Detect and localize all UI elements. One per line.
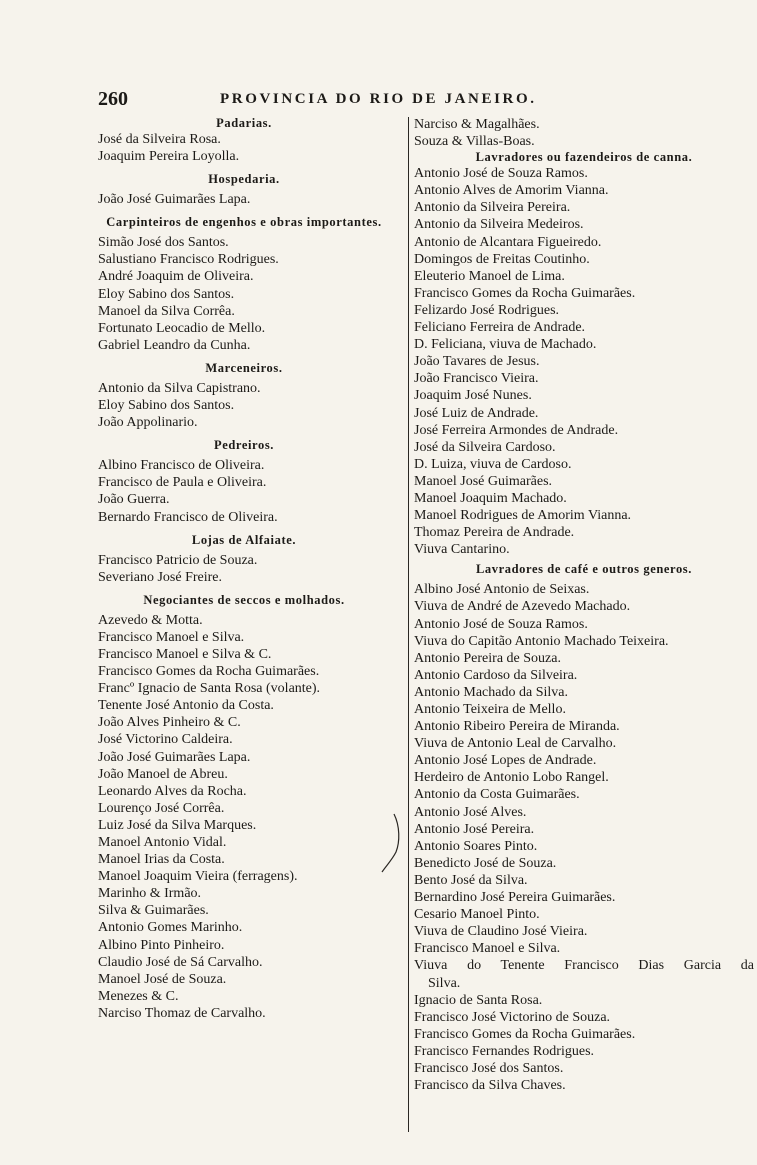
- section-title: Lavradores ou fazendeiros de canna.: [475, 150, 693, 165]
- column-divider: [408, 117, 409, 1132]
- list-item: D. Feliciana, viuva de Machado.: [414, 337, 597, 353]
- list-item: Albino José Antonio de Seixas.: [414, 582, 590, 598]
- list-item: Francº Ignacio de Santa Rosa (volante).: [98, 681, 321, 697]
- list-item: Joaquim Pereira Loyolla.: [98, 149, 240, 165]
- list-item: João Appolinario.: [98, 415, 198, 431]
- list-item: João Francisco Vieira.: [414, 371, 539, 387]
- list-item: Francisco Manoel e Silva & C.: [98, 646, 272, 662]
- list-item: Luiz José da Silva Marques.: [98, 817, 257, 833]
- list-item: Francisco Manoel e Silva.: [98, 629, 245, 645]
- list-item: Antonio Pereira de Souza.: [414, 650, 561, 666]
- list-item: Simão José dos Santos.: [98, 235, 229, 251]
- right-column: [414, 116, 754, 1094]
- list-item: Francisco José Victorino de Souza.: [414, 1009, 611, 1025]
- list-item: Antonio Alves de Amorim Vianna.: [414, 183, 609, 199]
- list-item: Manoel José Guimarães.: [414, 473, 553, 489]
- list-item: Francisco Gomes da Rocha Guimarães.: [414, 285, 636, 301]
- list-item: Antonio da Silveira Medeiros.: [414, 217, 584, 233]
- list-item: Souza & Villas-Boas.: [414, 134, 535, 150]
- list-item: Viuva de Claudino José Vieira.: [414, 924, 588, 940]
- list-item: Manoel José de Souza.: [98, 971, 227, 987]
- list-item: Viuva de Antonio Leal de Carvalho.: [414, 736, 617, 752]
- list-item: Narciso Thomaz de Carvalho.: [98, 1005, 266, 1021]
- list-item: José Victorino Caldeira.: [98, 732, 233, 748]
- list-item-continuation: Silva.: [428, 975, 461, 991]
- section-title: Padarias.: [216, 116, 272, 130]
- list-item: João José Guimarães Lapa.: [98, 192, 251, 208]
- section-title: Negociantes de seccos e molhados.: [143, 592, 345, 607]
- list-item: Bento José da Silva.: [414, 872, 528, 888]
- list-item: Antonio Ribeiro Pereira de Miranda.: [414, 719, 620, 735]
- section-title: Pedreiros.: [213, 438, 275, 453]
- left-column: [98, 116, 390, 1022]
- list-item: Eleuterio Manoel de Lima.: [414, 268, 565, 284]
- margin-bracket-mark: [380, 812, 404, 874]
- list-item: José Ferreira Armondes de Andrade.: [414, 422, 619, 438]
- list-item: Francisco de Paula e Oliveira.: [98, 475, 267, 491]
- page-header: [98, 88, 608, 110]
- list-item: Benedicto José de Souza.: [414, 855, 557, 871]
- list-item: Menezes & C.: [98, 988, 179, 1004]
- list-item: Antonio Gomes Marinho.: [98, 920, 243, 936]
- list-item: João Guerra.: [98, 492, 170, 508]
- list-item: Manoel da Silva Corrêa.: [98, 303, 235, 319]
- list-item: Thomaz Pereira de Andrade.: [414, 525, 575, 541]
- list-item: Francisco Patricio de Souza.: [98, 552, 258, 568]
- list-item: Antonio de Alcantara Figueiredo.: [414, 234, 602, 250]
- list-item: Antonio José Alves.: [414, 804, 527, 820]
- list-item: João Alves Pinheiro & C.: [98, 715, 241, 731]
- list-item: Bernardino José Pereira Guimarães.: [414, 890, 616, 906]
- list-item: Francisco Manoel e Silva.: [414, 941, 561, 957]
- list-item: Marinho & Irmão.: [98, 886, 202, 902]
- list-item: Antonio José de Souza Ramos.: [414, 166, 588, 182]
- list-item: Albino Francisco de Oliveira.: [98, 458, 265, 474]
- list-item: Joaquim José Nunes.: [414, 388, 532, 404]
- list-item: Ignacio de Santa Rosa.: [414, 992, 543, 1008]
- list-item: Francisco José dos Santos.: [414, 1060, 564, 1076]
- list-item: Bernardo Francisco de Oliveira.: [98, 509, 278, 525]
- list-item: Feliciano Ferreira de Andrade.: [414, 320, 586, 336]
- section-title: Hospedaria.: [208, 172, 280, 187]
- list-item: Lourenço José Corrêa.: [98, 800, 225, 816]
- list-item: Fortunato Leocadio de Mello.: [98, 320, 266, 336]
- list-item: João Manoel de Abreu.: [98, 766, 228, 782]
- list-item: José da Silveira Rosa.: [98, 132, 221, 147]
- list-item: Francisco Gomes da Rocha Guimarães.: [414, 1026, 636, 1042]
- list-item: Antonio José de Souza Ramos.: [414, 616, 588, 632]
- list-item: Viuva do Tenente Francisco Dias Garcia da: [414, 958, 754, 974]
- list-item: D. Luiza, viuva de Cardoso.: [414, 456, 572, 472]
- list-item: Antonio da Silveira Pereira.: [414, 200, 571, 216]
- list-item: Antonio da Silva Capistrano.: [98, 380, 261, 396]
- list-item: Cesario Manoel Pinto.: [414, 907, 540, 923]
- list-item: Manoel Joaquim Machado.: [414, 490, 567, 506]
- list-item: Francisco Gomes da Rocha Guimarães.: [98, 664, 320, 680]
- list-item: João José Guimarães Lapa.: [98, 749, 251, 765]
- list-item: Antonio José Lopes de Andrade.: [414, 753, 597, 769]
- list-item: Viuva de André de Azevedo Machado.: [414, 599, 631, 615]
- list-item: Manoel Antonio Vidal.: [98, 835, 227, 850]
- list-item: Eloy Sabino dos Santos.: [98, 286, 235, 302]
- list-item: Azevedo & Motta.: [98, 612, 203, 628]
- list-item: Albino Pinto Pinheiro.: [98, 937, 225, 953]
- list-item: Viuva Cantarino.: [414, 542, 510, 558]
- list-item: Manoel Irias da Costa.: [98, 852, 225, 868]
- section-title: Lavradores de café e outros generos.: [475, 562, 692, 577]
- list-item: Felizardo José Rodrigues.: [414, 302, 560, 318]
- list-item: Salustiano Francisco Rodrigues.: [98, 252, 279, 268]
- list-item: Herdeiro de Antonio Lobo Rangel.: [414, 770, 609, 786]
- list-item: Manoel Joaquim Vieira (ferragens).: [98, 869, 298, 885]
- list-item: Domingos de Freitas Coutinho.: [414, 251, 590, 267]
- list-item: André Joaquim de Oliveira.: [98, 269, 254, 285]
- list-item: Viuva do Capitão Antonio Machado Teixeira.: [414, 633, 669, 649]
- list-item: Antonio da Costa Guimarães.: [414, 787, 580, 803]
- list-item: Antonio José Pereira.: [414, 821, 535, 837]
- list-item: Francisco da Silva Chaves.: [414, 1078, 566, 1094]
- section-title: Lojas de Alfaiate.: [191, 532, 297, 547]
- list-item: Silva & Guimarães.: [98, 903, 209, 919]
- list-item: José da Silveira Cardoso.: [414, 439, 556, 455]
- list-item: Gabriel Leandro da Cunha.: [98, 337, 251, 353]
- section-title: Carpinteiros de engenhos e obras importantes.: [106, 215, 382, 230]
- list-item: Narciso & Magalhães.: [414, 117, 540, 132]
- list-item: José Luiz de Andrade.: [414, 405, 539, 421]
- section-title: Marceneiros.: [205, 360, 283, 375]
- list-item: Antonio Teixeira de Mello.: [414, 702, 566, 717]
- list-item: Antonio Cardoso da Silveira.: [414, 667, 578, 683]
- list-item: Tenente José Antonio da Costa.: [98, 698, 274, 714]
- page-number: 260: [98, 88, 128, 110]
- list-item: Francisco Fernandes Rodrigues.: [414, 1043, 595, 1059]
- list-item: Antonio Soares Pinto.: [414, 838, 538, 854]
- list-item: Severiano José Freire.: [98, 569, 223, 585]
- list-item: Eloy Sabino dos Santos.: [98, 398, 235, 414]
- list-item: Antonio Machado da Silva.: [414, 684, 568, 700]
- list-item: João Tavares de Jesus.: [414, 354, 540, 370]
- list-item: Leonardo Alves da Rocha.: [98, 783, 247, 799]
- running-title: PROVINCIA DO RIO DE JANEIRO.: [220, 91, 537, 107]
- list-item: Manoel Rodrigues de Amorim Vianna.: [414, 508, 632, 524]
- list-item: Claudio José de Sá Carvalho.: [98, 954, 263, 970]
